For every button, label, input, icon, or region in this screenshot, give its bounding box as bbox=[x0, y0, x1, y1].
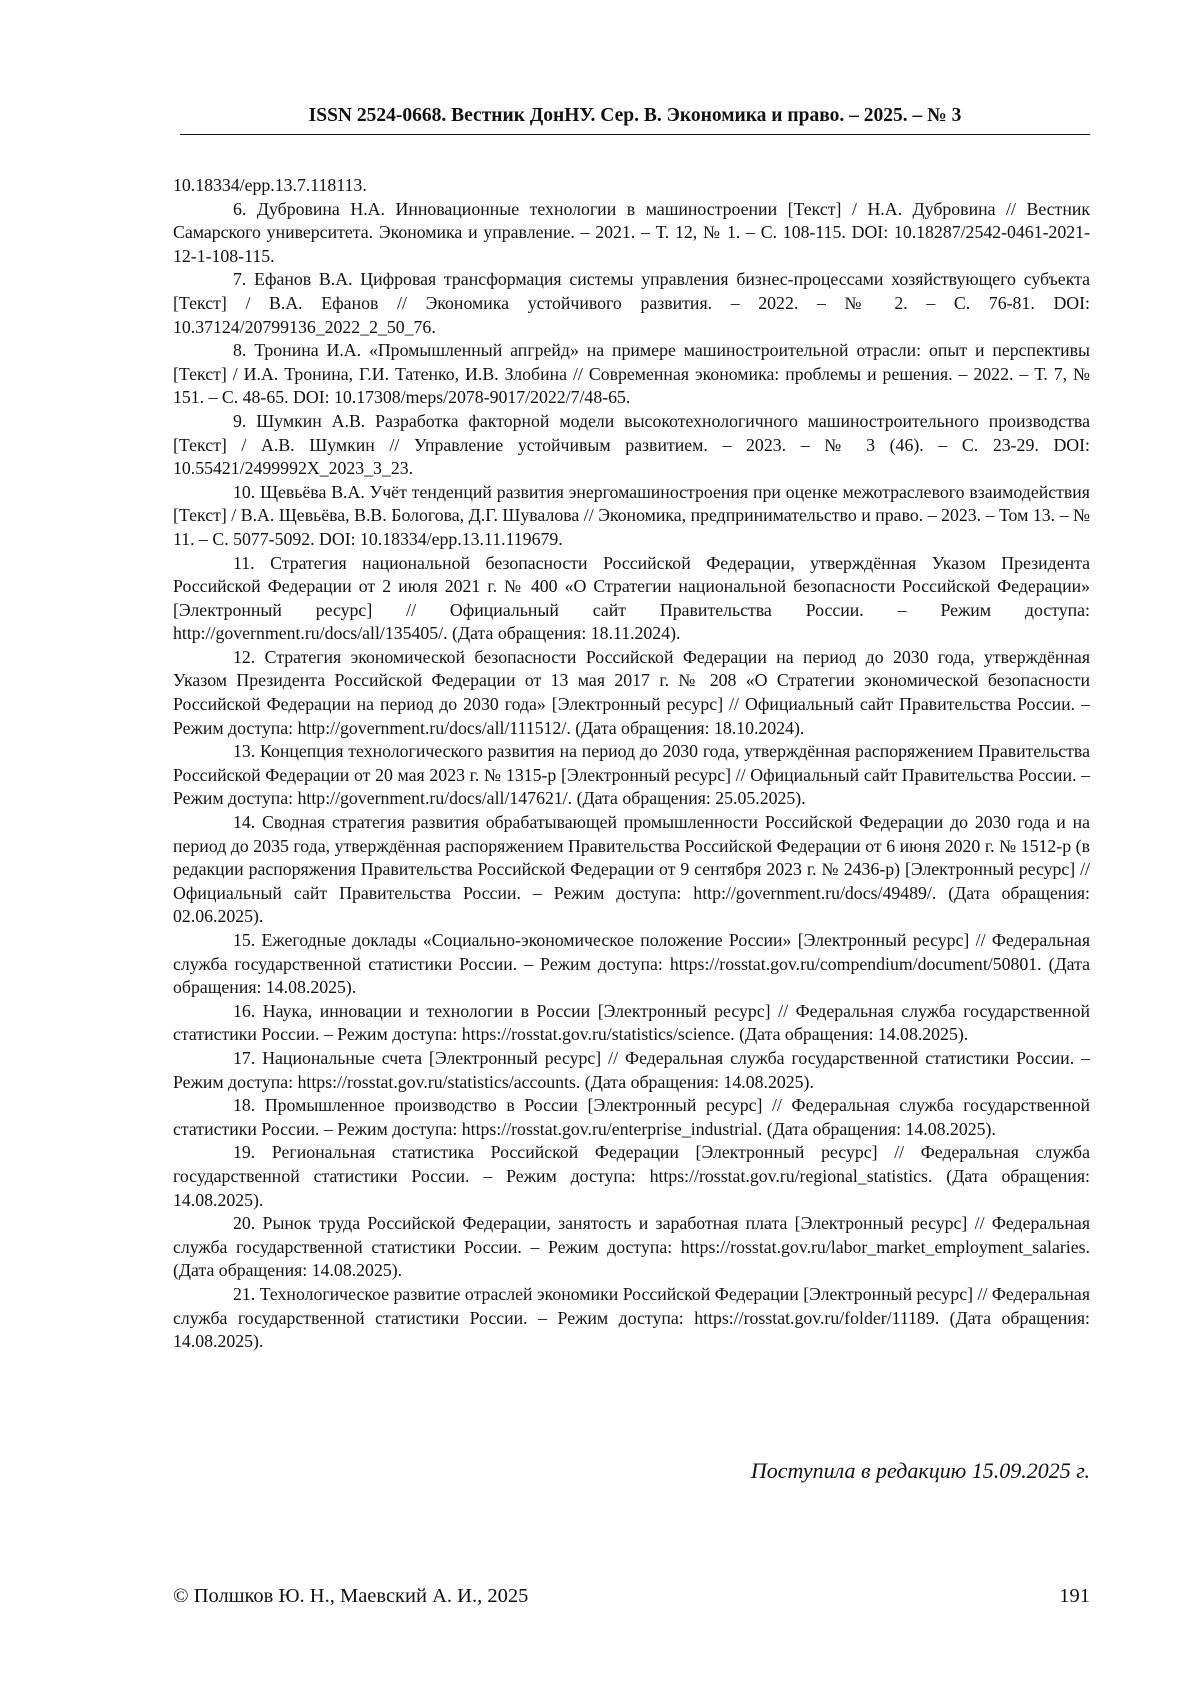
reference-item-14: 14. Сводная стратегия развития обрабатывающей промышленности Российской Федерации до 2030 года и на период до 2035 года, утверждённая распоряжением Правительства Российской Федерации от 6 июня 2020 г. № 1512-р (в редакции распоряжения Правительства Российской Федерации от 9 сентября 2023 г. № 2436-р) [Электронный ресурс] // Официальный сайт Правительства России. – Режим доступа: http://government.ru/docs/49489/. (Дата обращения: 02.06.2025). bbox=[173, 812, 1090, 927]
reference-list bbox=[173, 174, 1090, 1354]
reference-item-17: 17. Национальные счета [Электронный ресурс] // Федеральная служба государственной статистики России. – Режим доступа: https://rosstat.gov.ru/statistics/accounts. (Дата обращения: 14.08.2025). bbox=[173, 1047, 1090, 1092]
reference-item-19: 19. Региональная статистика Российской Федерации [Электронный ресурс] // Федеральная служба государственной статистики России. – Режим доступа: https://rosstat.gov.ru/regional_statistics. (Дата обращения: 14.08.2025). bbox=[173, 1142, 1090, 1210]
reference-item-11: 11. Стратегия национальной безопасности Российской Федерации, утверждённая Указом Президента Российской Федерации от 2 июля 2021 г. № 400 «О Стратегии национальной безопасности Российской Федерации» [Электронный ресурс] // Официальный сайт Правительства России. – Режим доступа: http://government.ru/docs/all/135405/. (Дата обращения: 18.11.2024). bbox=[173, 552, 1090, 644]
reference-item-9: 9. Шумкин А.В. Разработка факторной модели высокотехнологичного машиностроительного производства [Текст] / А.В. Шумкин // Управление устойчивым развитием. – 2023. – № 3 (46). – С. 23-29. DOI: 10.55421/2499992X_2023_3_23. bbox=[173, 410, 1090, 479]
copyright-notice: © Полшков Ю. Н., Маевский А. И., 2025 bbox=[173, 1585, 529, 1607]
reference-item-8: 8. Тронина И.А. «Промышленный апгрейд» на примере машиностроительной отрасли: опыт и перспективы [Текст] / И.А. Тронина, Г.И. Татенко, И.В. Злобина // Современная экономика: проблемы и решения. – 2022. – Т. 7, № 151. – С. 48-65. DOI: 10.17308/meps/2078-9017/2022/7/48-65. bbox=[173, 340, 1090, 408]
reference-item-15: 15. Ежегодные доклады «Социально-экономическое положение России» [Электронный ресурс] // Федеральная служба государственной статистики России. – Режим доступа: https://rosstat.gov.ru/compendium/document/50801. (Дата обращения: 14.08.2025). bbox=[173, 930, 1090, 998]
reference-continuation: 10.18334/epp.13.7.118113. bbox=[173, 175, 367, 195]
received-date-note: Поступила в редакцию 15.09.2025 г. bbox=[750, 1458, 1090, 1483]
reference-item-16: 16. Наука, инновации и технологии в России [Электронный ресурс] // Федеральная служба государственной статистики России. – Режим доступа: https://rosstat.gov.ru/statistics/science. (Дата обращения: 14.08.2025). bbox=[173, 1000, 1090, 1045]
reference-item-6: 6. Дубровина Н.А. Инновационные технологии в машиностроении [Текст] / Н.А. Дубровина // Вестник Самарского университета. Экономика и управление. – 2021. – Т. 12, № 1. – С. 108-115. DOI: 10.18287/2542-0461-2021-12-1-108-115. bbox=[173, 198, 1090, 266]
header-rule bbox=[180, 134, 1090, 135]
reference-item-20: 20. Рынок труда Российской Федерации, занятость и заработная плата [Электронный ресурс] // Федеральная служба государственной статистики России. – Режим доступа: https://rosstat.gov.ru/labor_market_employment_salaries. (Дата обращения: 14.08.2025). bbox=[173, 1213, 1090, 1281]
reference-item-7: 7. Ефанов В.А. Цифровая трансформация системы управления бизнес-процессами хозяйствующего субъекта [Текст] / В.А. Ефанов // Экономика устойчивого развития. – 2022. – № 2. – С. 76-81. DOI: 10.37124/20799136_2022_2_50_76. bbox=[173, 269, 1090, 337]
reference-item-18: 18. Промышленное производство в России [Электронный ресурс] // Федеральная служба государственной статистики России. – Режим доступа: https://rosstat.gov.ru/enterprise_industrial. (Дата обращения: 14.08.2025). bbox=[173, 1095, 1090, 1139]
running-header: ISSN 2524-0668. Вестник ДонНУ. Сер. В. Экономика и право. – 2025. – № 3 bbox=[308, 105, 962, 126]
reference-item-21: 21. Технологическое развитие отраслей экономики Российской Федерации [Электронный ресурс] // Федеральная служба государственной статистики России. – Режим доступа: https://rosstat.gov.ru/folder/11189. (Дата обращения: 14.08.2025). bbox=[173, 1283, 1090, 1352]
reference-item-13: 13. Концепция технологического развития на период до 2030 года, утверждённая распоряжением Правительства Российской Федерации от 20 мая 2023 г. № 1315-р [Электронный ресурс] // Официальный сайт Правительства России. – Режим доступа: http://government.ru/docs/all/147621/. (Дата обращения: 25.05.2025). bbox=[173, 741, 1090, 809]
reference-item-12: 12. Стратегия экономической безопасности Российской Федерации на период до 2030 года, утверждённая Указом Президента Российской Федерации от 13 мая 2017 г. № 208 «О Стратегии экономической безопасности Российской Федерации на период до 2030 года» [Электронный ресурс] // Официальный сайт Правительства России. – Режим доступа: http://government.ru/docs/all/111512/. (Дата обращения: 18.10.2024). bbox=[173, 646, 1090, 738]
reference-item-10: 10. Щевьёва В.А. Учёт тенденций развития энергомашиностроения при оценке межотраслевого взаимодействия [Текст] / В.А. Щевьёва, В.В. Бологова, Д.Г. Шувалова // Экономика, предпринимательство и право. – 2023. – Том 13. – № 11. – С. 5077-5092. DOI: 10.18334/epp.13.11.119679. bbox=[173, 481, 1090, 549]
page-number: 191 bbox=[1059, 1585, 1090, 1607]
